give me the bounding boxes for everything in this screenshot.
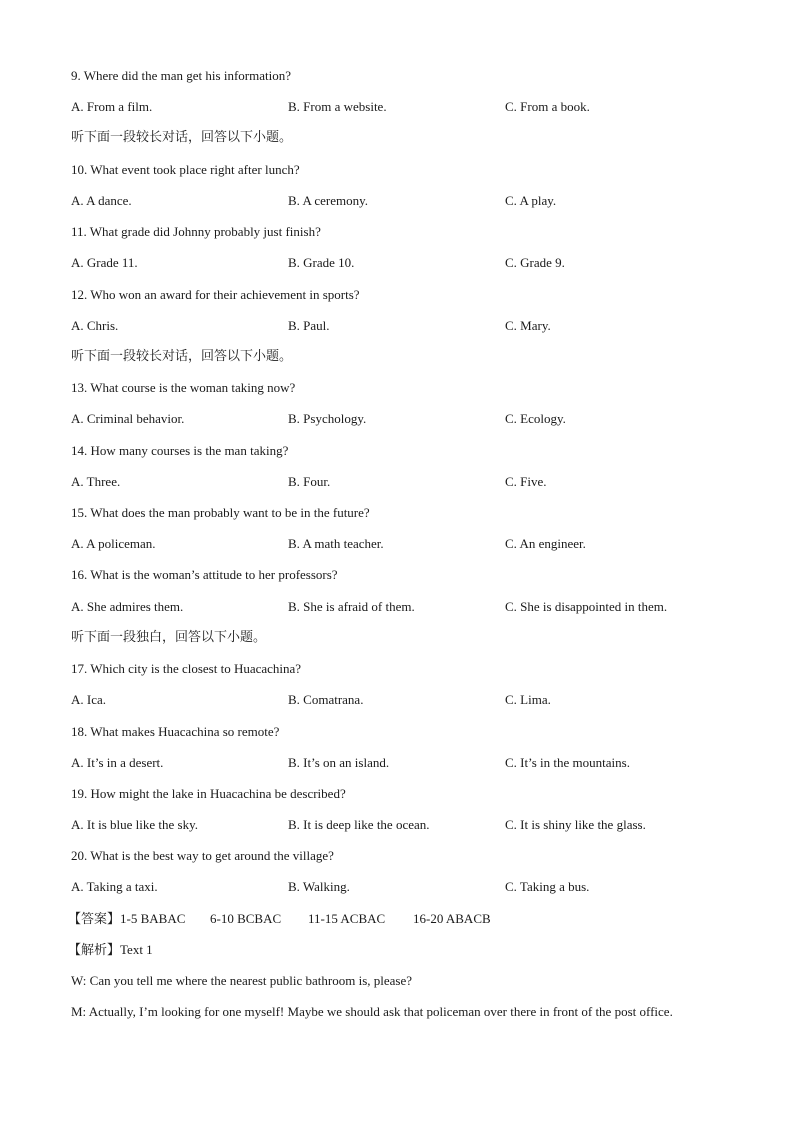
question-9: 9. Where did the man get his information? [71,68,291,83]
question-10: 10. What event took place right after lunch? [71,162,300,177]
q18-option-b: B. It’s on an island. [288,755,390,770]
q16-option-c: C. She is disappointed in them. [505,599,668,614]
q13-option-a: A. Criminal behavior. [71,411,185,426]
q14-option-b: B. Four. [288,474,331,489]
question-16: 16. What is the woman’s attitude to her professors? [71,567,338,582]
q9-option-b: B. From a website. [288,99,387,114]
question-11: 11. What grade did Johnny probably just finish? [71,224,321,239]
question-20: 20. What is the best way to get around the village? [71,848,334,863]
question-15: 15. What does the man probably want to be in the future? [71,505,370,520]
question-12: 12. Who won an award for their achievement in sports? [71,287,360,302]
q15-option-a: A. A policeman. [71,536,156,551]
q10-option-c: C. A play. [505,193,557,208]
section-instruction: 听下面一段较长对话，回答以下小题。 [71,130,293,145]
q16-option-b: B. She is afraid of them. [288,599,415,614]
question-18: 18. What makes Huacachina so remote? [71,724,280,739]
answer-group: 1-5 BABAC [120,911,186,926]
section-instruction: 听下面一段较长对话，回答以下小题。 [71,349,293,364]
q16-option-a: A. She admires them. [71,599,184,614]
q10-option-a: A. A dance. [71,193,132,208]
q12-option-b: B. Paul. [288,318,330,333]
q12-option-c: C. Mary. [505,318,551,333]
q14-option-a: A. Three. [71,474,121,489]
q17-option-a: A. Ica. [71,692,107,707]
q15-option-c: C. An engineer. [505,536,586,551]
q13-option-b: B. Psychology. [288,411,367,426]
q19-option-a: A. It is blue like the sky. [71,817,198,832]
dialogue-line: W: Can you tell me where the nearest public bathroom is, please? [71,973,413,988]
answer-group: 16-20 ABACB [413,911,491,926]
q19-option-c: C. It is shiny like the glass. [505,817,646,832]
q17-option-c: C. Lima. [505,692,551,707]
q20-option-b: B. Walking. [288,879,350,894]
q18-option-a: A. It’s in a desert. [71,755,164,770]
q11-option-c: C. Grade 9. [505,255,565,270]
q10-option-b: B. A ceremony. [288,193,369,208]
answer-key [68,911,491,928]
question-19: 19. How might the lake in Huacachina be described? [71,786,346,801]
question-13: 13. What course is the woman taking now? [71,380,296,395]
q9-option-a: A. From a film. [71,99,153,114]
section-instruction: 听下面一段独白，回答以下小题。 [71,630,267,645]
q14-option-c: C. Five. [505,474,547,489]
q20-option-c: C. Taking a bus. [505,879,590,894]
question-14: 14. How many courses is the man taking? [71,443,289,458]
question-17: 17. Which city is the closest to Huacachina? [71,661,302,676]
analysis-text: Text 1 [120,942,153,957]
q20-option-a: A. Taking a taxi. [71,879,158,894]
q11-option-a: A. Grade 11. [71,255,138,270]
answer-group: 11-15 ACBAC [308,911,386,926]
q13-option-c: C. Ecology. [505,411,566,426]
analysis-heading [68,942,153,959]
q19-option-b: B. It is deep like the ocean. [288,817,430,832]
q18-option-c: C. It’s in the mountains. [505,755,630,770]
answer-label: 【答案】 [68,912,121,927]
q17-option-b: B. Comatrana. [288,692,364,707]
q12-option-a: A. Chris. [71,318,119,333]
q15-option-b: B. A math teacher. [288,536,384,551]
q9-option-c: C. From a book. [505,99,590,114]
answer-group: 6-10 BCBAC [210,911,282,926]
q11-option-b: B. Grade 10. [288,255,355,270]
analysis-label: 【解析】 [68,943,121,958]
dialogue-line: M: Actually, I’m looking for one myself! Maybe we should ask that policeman over there in front of the post office. [71,1004,673,1019]
